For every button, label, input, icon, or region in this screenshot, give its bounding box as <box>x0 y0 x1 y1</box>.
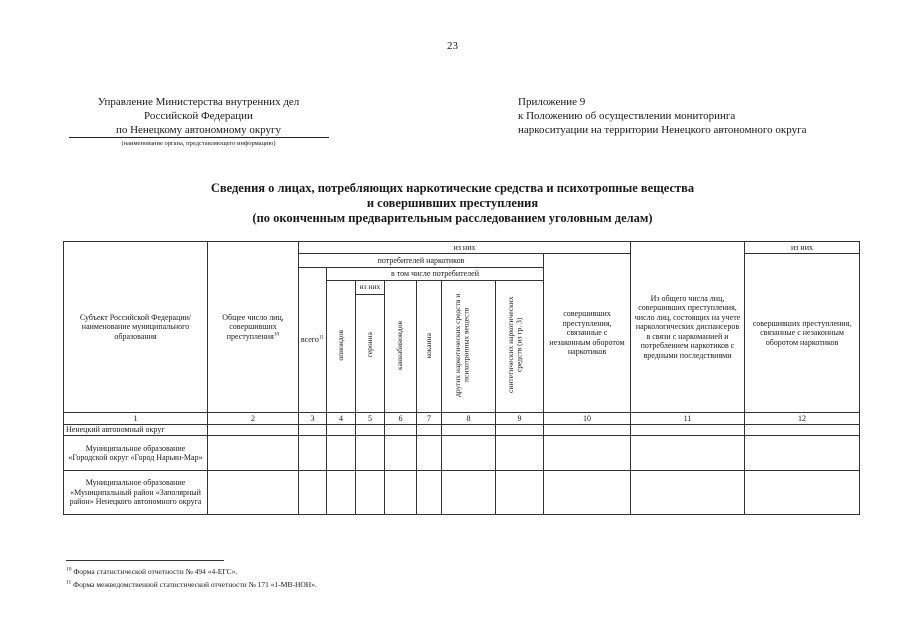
header-subject: Субъект Российской Федерации/ наименование муниципального образования <box>64 242 208 413</box>
footnote-11: $^{11}$ Форма межведомственной статистической отчетности № 171 «1-МВ-НОН». <box>66 579 317 589</box>
appendix-line-3: наркоситуации на территории Ненецкого автономного округа <box>518 124 807 136</box>
header-cannabinoids: каннабиноидов <box>385 281 417 413</box>
table-row <box>64 425 860 436</box>
header-of-them-2: из них <box>745 242 860 254</box>
table-row <box>64 471 860 515</box>
col-num-3: 3 <box>299 413 327 425</box>
col-num-1: 1 <box>64 413 208 425</box>
appendix-header <box>518 95 878 137</box>
document-title <box>0 181 905 226</box>
col-num-7: 7 <box>417 413 442 425</box>
col-num-2: 2 <box>208 413 299 425</box>
col-num-9: 9 <box>496 413 544 425</box>
col-num-10: 10 <box>544 413 631 425</box>
appendix-line-2: к Положению об осуществлении мониторинга <box>518 110 736 122</box>
title-line-3: (по оконченным предварительным расследованием уголовным делам) <box>252 211 653 225</box>
row-label-zapolyarny: Муниципальное образование «Муниципальный район «Заполярный район» Ненецкого автономного округа <box>64 471 208 515</box>
header-total: всего$^{11}$ <box>299 268 327 413</box>
col-num-12: 12 <box>745 413 860 425</box>
issuing-authority <box>66 95 331 148</box>
header-trafficking-crimes-registered: совершивших преступления, связанные с незаконным оборотом наркотиков <box>745 254 860 413</box>
column-numbers-row <box>64 413 860 425</box>
header-synthetic: синтетических наркотических средств (из гр. 3) <box>496 281 544 413</box>
header-drug-consumers: потребителей наркотиков <box>299 254 544 268</box>
page-number: 23 <box>447 40 458 52</box>
header-registered: Из общего числа лиц, совершивших преступления, число лиц, состоящих на учете наркологических диспансеров в связи с наркоманией и потреблением наркотиков с вредными последствиями <box>631 242 745 413</box>
header-including: в том числе потребителей <box>327 268 544 281</box>
authority-line-1: Управление Министерства внутренних дел <box>97 96 300 108</box>
header-of-them-1: из них <box>299 242 631 254</box>
footnote-divider <box>66 560 224 561</box>
row-label-naryan-mar: Муниципальное образование «Городской округ «Город Нарьян-Мар» <box>64 436 208 471</box>
col-num-8: 8 <box>442 413 496 425</box>
col-num-11: 11 <box>631 413 745 425</box>
header-heroin: героина <box>364 331 374 358</box>
row-label-nao: Ненецкий автономный округ <box>64 425 208 436</box>
col-num-6: 6 <box>385 413 417 425</box>
col-num-4: 4 <box>327 413 356 425</box>
col-num-5: 5 <box>356 413 385 425</box>
title-line-1: Сведения о лицах, потребляющих наркотические средства и психотропные вещества <box>210 181 695 195</box>
statistics-table <box>63 241 860 515</box>
title-line-2: и совершивших преступления <box>366 196 539 210</box>
table-row <box>64 436 860 471</box>
header-of-them-small: из них <box>356 281 384 295</box>
authority-line-3: по Ненецкому автономному округу <box>69 123 329 138</box>
header-total-persons: Общее число лиц, совершивших преступления$^{10}$ <box>208 242 299 413</box>
header-heroin-group <box>356 281 385 413</box>
header-opioids: опиоидов <box>327 281 356 413</box>
authority-line-2: Российской Федерации <box>144 110 253 122</box>
appendix-line-1: Приложение 9 <box>518 96 586 108</box>
header-cocaine: кокаина <box>417 281 442 413</box>
authority-note: (наименование органа, представляющего информацию) <box>121 140 276 147</box>
header-trafficking-crimes: совершивших преступления, связанные с незаконным оборотом наркотиков <box>544 254 631 413</box>
footnote-10: $^{10}$ Форма статистической отчетности № 494 «4-ЕГС». <box>66 566 238 576</box>
header-other-drugs: других наркотических средств и психотропных веществ <box>442 281 496 413</box>
